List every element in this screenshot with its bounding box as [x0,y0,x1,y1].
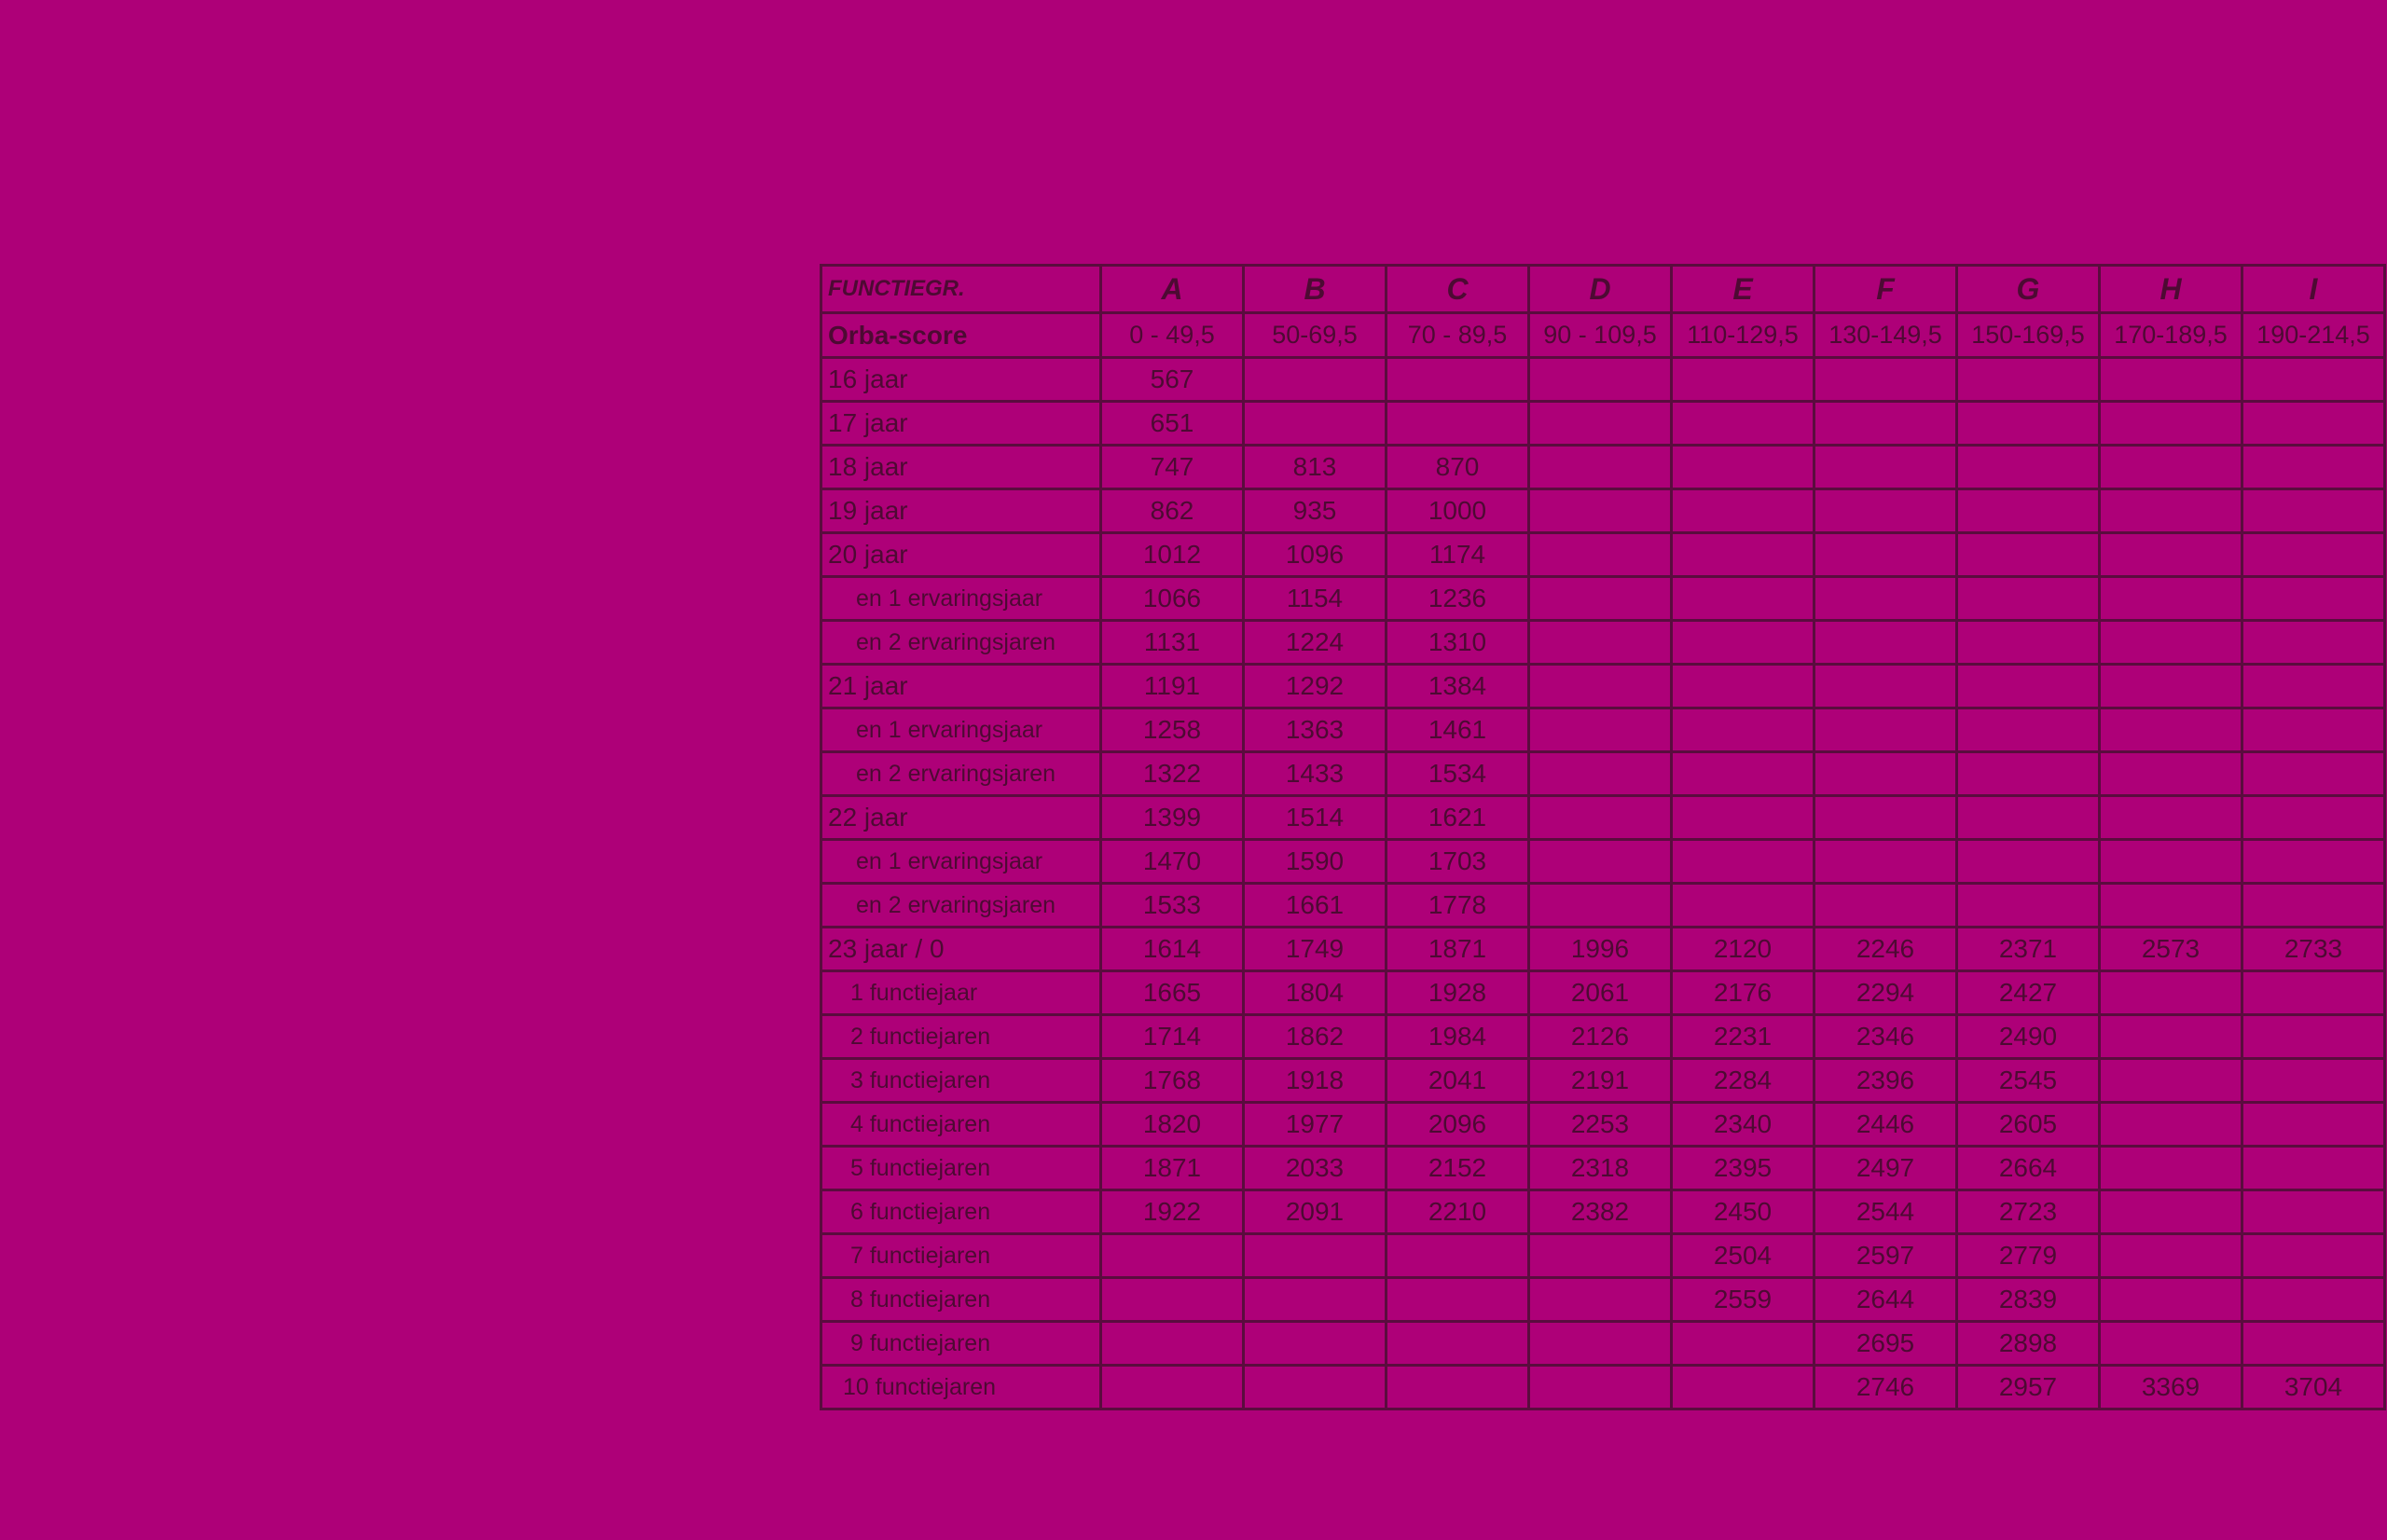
value-cell[interactable] [1672,840,1814,884]
value-cell[interactable]: 1191 [1101,665,1244,708]
value-cell[interactable] [1529,1322,1672,1366]
value-cell[interactable]: 2120 [1672,928,1814,971]
value-cell[interactable]: 2733 [2242,928,2385,971]
value-cell[interactable]: 2644 [1814,1278,1957,1322]
value-cell[interactable] [2100,1278,2242,1322]
row-label-cell[interactable]: 21 jaar [821,665,1101,708]
table-row [821,621,2385,665]
value-cell[interactable]: 1096 [1244,533,1387,577]
table-row [821,1322,2385,1366]
group-cell[interactable]: A [1101,266,1244,313]
value-cell[interactable] [2100,358,2242,402]
value-cell[interactable] [1387,358,1529,402]
value-cell[interactable]: 1224 [1244,621,1387,665]
value-cell[interactable] [2100,1190,2242,1234]
value-cell[interactable]: 1514 [1244,796,1387,840]
value-cell[interactable]: 2446 [1814,1103,1957,1147]
value-cell[interactable] [1244,358,1387,402]
value-cell[interactable]: 1984 [1387,1015,1529,1059]
value-cell[interactable]: 862 [1101,489,1244,533]
score-cell[interactable]: 170-189,5 [2100,313,2242,358]
value-cell[interactable]: 1804 [1244,971,1387,1015]
value-cell[interactable] [1957,621,2100,665]
value-cell[interactable]: 2041 [1387,1059,1529,1103]
table-row [821,884,2385,928]
value-cell[interactable] [2242,1059,2385,1103]
value-cell[interactable]: 1614 [1101,928,1244,971]
value-cell[interactable]: 1871 [1387,928,1529,971]
table-row [821,1190,2385,1234]
table-row [821,708,2385,752]
row-label-cell[interactable]: 20 jaar [821,533,1101,577]
value-cell[interactable]: 2126 [1529,1015,1672,1059]
value-cell[interactable]: 1292 [1244,665,1387,708]
value-cell[interactable]: 1322 [1101,752,1244,796]
value-cell[interactable]: 2253 [1529,1103,1672,1147]
table-row [821,665,2385,708]
value-cell[interactable] [1814,665,1957,708]
value-cell[interactable]: 2427 [1957,971,2100,1015]
score-cell[interactable]: 110-129,5 [1672,313,1814,358]
value-cell[interactable] [1672,665,1814,708]
value-cell[interactable] [2242,621,2385,665]
value-cell[interactable]: 2898 [1957,1322,2100,1366]
value-cell[interactable]: 2340 [1672,1103,1814,1147]
value-cell[interactable] [1957,489,2100,533]
value-cell[interactable]: 1928 [1387,971,1529,1015]
value-cell[interactable] [2100,446,2242,489]
value-cell[interactable] [1814,446,1957,489]
value-cell[interactable] [2242,971,2385,1015]
value-cell[interactable]: 2450 [1672,1190,1814,1234]
value-cell[interactable] [1672,621,1814,665]
value-cell[interactable] [1101,1322,1244,1366]
value-cell[interactable]: 1862 [1244,1015,1387,1059]
value-cell[interactable] [1529,840,1672,884]
value-cell[interactable]: 2231 [1672,1015,1814,1059]
value-cell[interactable] [1814,621,1957,665]
value-cell[interactable] [2242,533,2385,577]
table-row [821,752,2385,796]
value-cell[interactable]: 747 [1101,446,1244,489]
value-cell[interactable] [2242,840,2385,884]
value-cell[interactable]: 2545 [1957,1059,2100,1103]
value-cell[interactable]: 1768 [1101,1059,1244,1103]
value-cell[interactable] [2242,1103,2385,1147]
score-cell[interactable]: 50-69,5 [1244,313,1387,358]
value-cell[interactable]: 2544 [1814,1190,1957,1234]
value-cell[interactable]: 1012 [1101,533,1244,577]
value-cell[interactable] [1814,489,1957,533]
table-row [821,971,2385,1015]
row-label-cell[interactable]: en 1 ervaringsjaar [821,708,1101,752]
value-cell[interactable]: 1174 [1387,533,1529,577]
value-cell[interactable] [2242,1015,2385,1059]
value-cell[interactable] [1814,840,1957,884]
value-cell[interactable]: 1533 [1101,884,1244,928]
value-cell[interactable] [2100,840,2242,884]
value-cell[interactable] [1672,577,1814,621]
value-cell[interactable] [2100,884,2242,928]
value-cell[interactable] [2242,752,2385,796]
score-cell[interactable]: 0 - 49,5 [1101,313,1244,358]
value-cell[interactable] [2100,533,2242,577]
score-cell[interactable]: 70 - 89,5 [1387,313,1529,358]
value-cell[interactable]: 1918 [1244,1059,1387,1103]
value-cell[interactable] [1529,884,1672,928]
value-cell[interactable]: 2839 [1957,1278,2100,1322]
value-cell[interactable]: 1778 [1387,884,1529,928]
value-cell[interactable]: 2371 [1957,928,2100,971]
value-cell[interactable] [1957,665,2100,708]
value-cell[interactable] [1529,665,1672,708]
value-cell[interactable] [1957,752,2100,796]
value-cell[interactable] [1672,1322,1814,1366]
score-cell[interactable]: 90 - 109,5 [1529,313,1672,358]
value-cell[interactable]: 2664 [1957,1147,2100,1190]
value-cell[interactable]: 2723 [1957,1190,2100,1234]
group-cell[interactable]: E [1672,266,1814,313]
value-cell[interactable]: 1661 [1244,884,1387,928]
value-cell[interactable]: 813 [1244,446,1387,489]
value-cell[interactable] [2242,1234,2385,1278]
value-cell[interactable]: 2346 [1814,1015,1957,1059]
value-cell[interactable]: 2210 [1387,1190,1529,1234]
value-cell[interactable] [1672,708,1814,752]
value-cell[interactable]: 2091 [1244,1190,1387,1234]
row-label-cell[interactable]: 22 jaar [821,796,1101,840]
table-row [821,1103,2385,1147]
value-cell[interactable] [1672,884,1814,928]
row-label-cell[interactable]: 9 functiejaren [821,1322,1101,1366]
value-cell[interactable]: 1399 [1101,796,1244,840]
value-cell[interactable]: 651 [1101,402,1244,446]
value-cell[interactable] [1957,796,2100,840]
value-cell[interactable] [1101,1366,1244,1409]
value-cell[interactable]: 1154 [1244,577,1387,621]
value-cell[interactable] [1957,884,2100,928]
value-cell[interactable] [2242,665,2385,708]
value-cell[interactable] [1814,577,1957,621]
value-cell[interactable] [2242,446,2385,489]
value-cell[interactable] [2100,1103,2242,1147]
value-cell[interactable] [1529,752,1672,796]
value-cell[interactable] [1672,446,1814,489]
value-cell[interactable]: 1000 [1387,489,1529,533]
value-cell[interactable] [1529,358,1672,402]
table-row [821,1147,2385,1190]
value-cell[interactable] [2100,708,2242,752]
value-cell[interactable]: 1066 [1101,577,1244,621]
value-cell[interactable]: 1703 [1387,840,1529,884]
row-label-cell[interactable]: en 2 ervaringsjaren [821,621,1101,665]
value-cell[interactable]: 2318 [1529,1147,1672,1190]
value-cell[interactable] [1672,358,1814,402]
value-cell[interactable] [1814,708,1957,752]
value-cell[interactable] [1814,533,1957,577]
value-cell[interactable] [2242,1190,2385,1234]
header-label-cell[interactable]: FUNCTIEGR. [821,266,1101,313]
value-cell[interactable] [2242,402,2385,446]
value-cell[interactable] [1957,577,2100,621]
value-cell[interactable] [1387,1322,1529,1366]
table-row [821,1059,2385,1103]
value-cell[interactable]: 2497 [1814,1147,1957,1190]
value-cell[interactable]: 1922 [1101,1190,1244,1234]
value-cell[interactable] [1244,1278,1387,1322]
row-label-cell[interactable]: en 1 ervaringsjaar [821,840,1101,884]
value-cell[interactable] [2100,971,2242,1015]
value-cell[interactable] [2242,489,2385,533]
value-cell[interactable] [1529,708,1672,752]
row-label-cell[interactable]: 5 functiejaren [821,1147,1101,1190]
value-cell[interactable] [1529,489,1672,533]
row-label-cell[interactable]: 2 functiejaren [821,1015,1101,1059]
score-cell[interactable]: 190-214,5 [2242,313,2385,358]
value-cell[interactable]: 2504 [1672,1234,1814,1278]
value-cell[interactable]: 2061 [1529,971,1672,1015]
table-row [821,358,2385,402]
table-row [821,1278,2385,1322]
value-cell[interactable]: 1977 [1244,1103,1387,1147]
row-label-cell[interactable]: 8 functiejaren [821,1278,1101,1322]
table-row [821,533,2385,577]
value-cell[interactable] [1814,752,1957,796]
score-cell[interactable]: 130-149,5 [1814,313,1957,358]
row-label-cell[interactable]: 23 jaar / 0 [821,928,1101,971]
header-row [821,266,2385,313]
row-label-cell[interactable]: 17 jaar [821,402,1101,446]
value-cell[interactable] [1387,1234,1529,1278]
row-label-cell[interactable]: 16 jaar [821,358,1101,402]
value-cell[interactable]: 2605 [1957,1103,2100,1147]
table-row [821,928,2385,971]
value-cell[interactable]: 2284 [1672,1059,1814,1103]
value-cell[interactable] [2100,577,2242,621]
value-cell[interactable] [1529,446,1672,489]
row-label-cell[interactable]: 3 functiejaren [821,1059,1101,1103]
score-row [821,313,2385,358]
value-cell[interactable] [2242,1147,2385,1190]
value-cell[interactable] [2242,1278,2385,1322]
value-cell[interactable] [1957,402,2100,446]
group-cell[interactable]: H [2100,266,2242,313]
value-cell[interactable] [1387,1366,1529,1409]
value-cell[interactable]: 2746 [1814,1366,1957,1409]
value-cell[interactable]: 2573 [2100,928,2242,971]
value-cell[interactable]: 1996 [1529,928,1672,971]
value-cell[interactable] [1387,402,1529,446]
row-label-cell[interactable]: 7 functiejaren [821,1234,1101,1278]
value-cell[interactable] [1672,489,1814,533]
value-cell[interactable] [1244,1322,1387,1366]
value-cell[interactable]: 2294 [1814,971,1957,1015]
value-cell[interactable] [2242,1322,2385,1366]
value-cell[interactable] [1672,1366,1814,1409]
table-row [821,1234,2385,1278]
value-cell[interactable]: 3704 [2242,1366,2385,1409]
row-label-cell[interactable]: 4 functiejaren [821,1103,1101,1147]
value-cell[interactable] [1957,533,2100,577]
value-cell[interactable] [2242,884,2385,928]
table-body [821,266,2385,1409]
value-cell[interactable]: 2152 [1387,1147,1529,1190]
score-label-cell[interactable]: Orba-score [821,313,1101,358]
value-cell[interactable]: 1665 [1101,971,1244,1015]
value-cell[interactable] [1244,402,1387,446]
table-row [821,1015,2385,1059]
table-row [821,796,2385,840]
value-cell[interactable] [1101,1234,1244,1278]
table-row [821,402,2385,446]
value-cell[interactable] [1529,621,1672,665]
value-cell[interactable]: 1749 [1244,928,1387,971]
value-cell[interactable]: 2096 [1387,1103,1529,1147]
group-cell[interactable]: D [1529,266,1672,313]
value-cell[interactable] [2100,1322,2242,1366]
value-cell[interactable] [1529,796,1672,840]
row-label-cell[interactable]: 18 jaar [821,446,1101,489]
salary-table [820,264,2386,1410]
value-cell[interactable] [1387,1278,1529,1322]
group-cell[interactable]: I [2242,266,2385,313]
value-cell[interactable] [1957,446,2100,489]
group-cell[interactable]: F [1814,266,1957,313]
value-cell[interactable] [2242,708,2385,752]
value-cell[interactable]: 935 [1244,489,1387,533]
value-cell[interactable]: 3369 [2100,1366,2242,1409]
value-cell[interactable]: 2559 [1672,1278,1814,1322]
value-cell[interactable]: 2779 [1957,1234,2100,1278]
value-cell[interactable]: 2191 [1529,1059,1672,1103]
score-cell[interactable]: 150-169,5 [1957,313,2100,358]
value-cell[interactable] [1957,358,2100,402]
row-label-cell[interactable]: en 2 ervaringsjaren [821,884,1101,928]
value-cell[interactable]: 1363 [1244,708,1387,752]
value-cell[interactable]: 2395 [1672,1147,1814,1190]
value-cell[interactable]: 1820 [1101,1103,1244,1147]
value-cell[interactable]: 1714 [1101,1015,1244,1059]
row-label-cell[interactable]: 10 functiejaren [821,1366,1101,1409]
value-cell[interactable] [2242,358,2385,402]
group-cell[interactable]: G [1957,266,2100,313]
value-cell[interactable] [1957,708,2100,752]
value-cell[interactable]: 1236 [1387,577,1529,621]
value-cell[interactable] [2242,796,2385,840]
row-label-cell[interactable]: 1 functiejaar [821,971,1101,1015]
value-cell[interactable]: 2490 [1957,1015,2100,1059]
value-cell[interactable] [1529,577,1672,621]
value-cell[interactable] [2100,1015,2242,1059]
value-cell[interactable]: 1258 [1101,708,1244,752]
value-cell[interactable] [1529,1234,1672,1278]
value-cell[interactable]: 1590 [1244,840,1387,884]
value-cell[interactable]: 1433 [1244,752,1387,796]
row-label-cell[interactable]: 19 jaar [821,489,1101,533]
value-cell[interactable]: 2382 [1529,1190,1672,1234]
value-cell[interactable] [2100,1234,2242,1278]
value-cell[interactable] [1529,1278,1672,1322]
value-cell[interactable] [1814,796,1957,840]
value-cell[interactable] [1957,840,2100,884]
value-cell[interactable] [2100,752,2242,796]
value-cell[interactable]: 1310 [1387,621,1529,665]
value-cell[interactable]: 1470 [1101,840,1244,884]
value-cell[interactable] [1672,533,1814,577]
value-cell[interactable]: 2033 [1244,1147,1387,1190]
value-cell[interactable]: 2246 [1814,928,1957,971]
value-cell[interactable] [2100,1059,2242,1103]
value-cell[interactable]: 2957 [1957,1366,2100,1409]
table-row [821,446,2385,489]
value-cell[interactable] [1814,358,1957,402]
value-cell[interactable] [1529,402,1672,446]
value-cell[interactable]: 1871 [1101,1147,1244,1190]
value-cell[interactable] [1814,402,1957,446]
value-cell[interactable] [1529,533,1672,577]
value-cell[interactable]: 1131 [1101,621,1244,665]
value-cell[interactable] [2100,665,2242,708]
value-cell[interactable] [1814,884,1957,928]
table-row [821,840,2385,884]
value-cell[interactable]: 2176 [1672,971,1814,1015]
value-cell[interactable]: 2396 [1814,1059,1957,1103]
value-cell[interactable] [1672,402,1814,446]
row-label-cell[interactable]: 6 functiejaren [821,1190,1101,1234]
value-cell[interactable]: 1384 [1387,665,1529,708]
value-cell[interactable] [1244,1366,1387,1409]
value-cell[interactable]: 1461 [1387,708,1529,752]
group-cell[interactable]: B [1244,266,1387,313]
value-cell[interactable] [1244,1234,1387,1278]
value-cell[interactable] [2100,621,2242,665]
value-cell[interactable] [2242,577,2385,621]
value-cell[interactable] [1672,796,1814,840]
value-cell[interactable]: 2597 [1814,1234,1957,1278]
value-cell[interactable] [2100,1147,2242,1190]
value-cell[interactable]: 1534 [1387,752,1529,796]
value-cell[interactable] [2100,402,2242,446]
row-label-cell[interactable]: en 2 ervaringsjaren [821,752,1101,796]
value-cell[interactable] [1672,752,1814,796]
value-cell[interactable]: 2695 [1814,1322,1957,1366]
value-cell[interactable]: 870 [1387,446,1529,489]
table-row [821,1366,2385,1409]
table-row [821,489,2385,533]
row-label-cell[interactable]: en 1 ervaringsjaar [821,577,1101,621]
value-cell[interactable] [1529,1366,1672,1409]
group-cell[interactable]: C [1387,266,1529,313]
value-cell[interactable]: 1621 [1387,796,1529,840]
value-cell[interactable] [2100,489,2242,533]
value-cell[interactable] [2100,796,2242,840]
value-cell[interactable]: 567 [1101,358,1244,402]
value-cell[interactable] [1101,1278,1244,1322]
table-row [821,577,2385,621]
